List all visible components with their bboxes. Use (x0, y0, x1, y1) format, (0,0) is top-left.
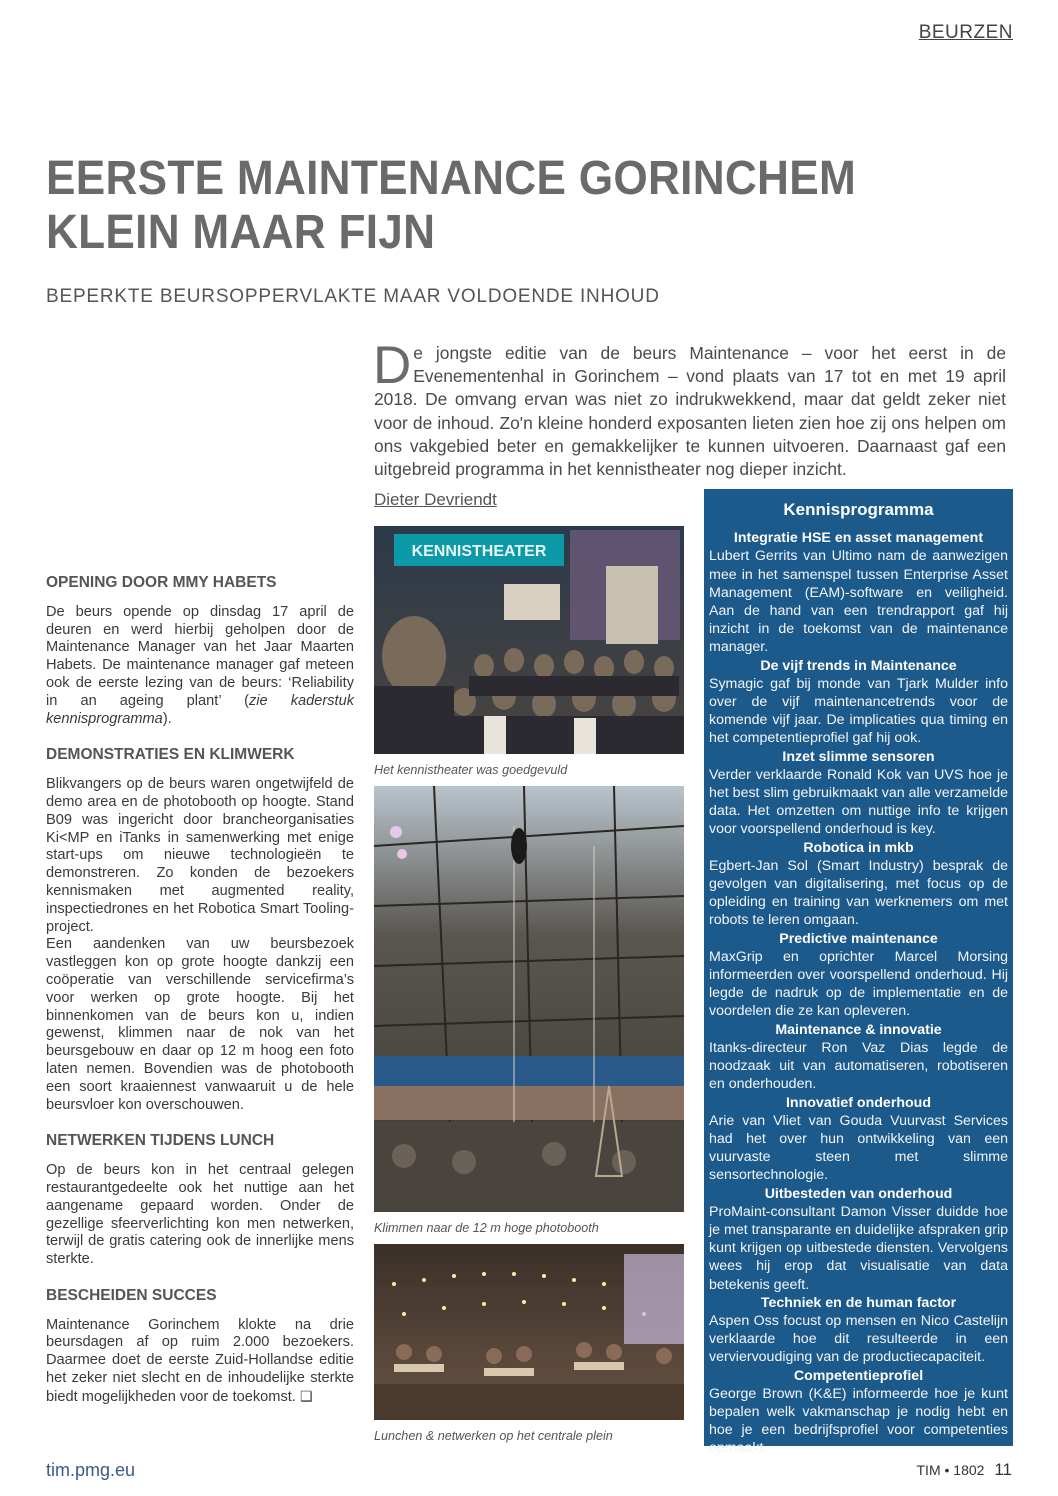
section-heading: OPENING DOOR MMY HABETS (46, 574, 277, 591)
lunch-illustration (374, 1244, 684, 1420)
sidebar-item-text: ProMaint-consultant Damon Visser duidde hoe je met transparante en duidelijke afspraken grip kunt krijgen op uitbestede diensten. Vervolgens wees hij erop dat visualisatie van data betekenis geeft. (709, 1203, 1008, 1293)
section-heading: NETWERKEN TIJDENS LUNCH (46, 1132, 275, 1150)
intro-text: e jongste editie van de beurs Maintenance – voor het eerst in de Evenementenhal in Gorinchem – vond plaats van 17 tot en met 19 april 2018. De omvang ervan was niet zo indrukwekkend, maar dat geldt zeker niet voor de inhoud. Zo'n kleine honderd exposanten lieten zien hoe zij ons helpen om ons vakgebied beter en gemakkelijker te kunnen uitvoeren. Daarnaast gaf een uitgebreid programma in het kennistheater nog dieper inzicht. (374, 343, 1006, 480)
section-tag[interactable]: BEURZEN (918, 22, 1013, 43)
sidebar-item-heading: Integratie HSE en asset management (733, 530, 984, 547)
photo-kennistheater (374, 526, 684, 754)
sidebar-item-heading: Uitbesteden van onderhoud (764, 1185, 953, 1202)
kennistheater-illustration (374, 526, 684, 754)
photo-caption: Het kennistheater was goedgevuld (374, 763, 568, 777)
sidebar-item-text: Itanks-directeur Ron Vaz Dias legde de noodzaak uit van automatiseren, robotiseren en onderhouden. (709, 1039, 1008, 1093)
sidebar-item-heading: Robotica in mkb (803, 839, 914, 856)
photobooth-illustration (374, 786, 684, 1212)
section-body: Maintenance Gorinchem klokte na drie beursdagen af op ruim 2.000 bezoekers. Daarmee doet de eerste Zuid-Hollandse editie het zeker niet slecht en de inhoudelijke sterkte biedt mogelijkheden voor de toekomst. ❑ (46, 1316, 354, 1405)
footer-url-link[interactable]: tim.pmg.eu (46, 1460, 136, 1480)
section-body: Op de beurs kon in het centraal gelegen restaurantgedeelte ook het nuttige aan het aangename gepaard worden. Onder de gezellige sfeerverlichting kon men netwerken, terwijl de gratis catering ook de innerlijke mens sterkte. (46, 1162, 354, 1268)
sidebar-item-text: George Brown (K&E) informeerde hoe je kunt bepalen welk vakmanschap je nodig hebt en hoe je een bedrijfsprofiel voor competenties opmaakt. (709, 1385, 1008, 1457)
title-line-1: EERSTE MAINTENANCE GORINCHEM (46, 152, 857, 205)
sidebar-item-heading: Techniek en de human factor (760, 1294, 957, 1311)
footer-page-info (917, 1460, 1013, 1480)
sidebar-item-heading: Innovatief onderhoud (785, 1094, 932, 1111)
photo-caption: Lunchen & netwerken op het centrale plein (374, 1429, 613, 1443)
sidebar-item-text: Egbert-Jan Sol (Smart Industry) besprak de gevolgen van digitalisering, met focus op de opleiding en training van werknemers om met robots te leren omgaan. (709, 857, 1008, 929)
photo-lunch (374, 1244, 684, 1420)
magazine-name: TIM (916, 1462, 941, 1478)
photo-photobooth (374, 786, 684, 1212)
sidebar-item-heading: De vijf trends in Maintenance (760, 657, 957, 674)
section-body: De beurs opende op dinsdag 17 april de deuren en werd hierbij geholpen door de Maintenance Manager van het Jaar Maarten Habets. De maintenance manager gaf meteen ook de eerste lezing van de beurs: ‘Reliability in an ageing plant’ (zie kaderstuk kennisprogramma). (46, 603, 354, 727)
bullet-separator: • (944, 1462, 950, 1478)
sidebar-item-text: Verder verklaarde Ronald Kok van UVS hoe je het best slim gebruikmaakt van alle verzamelde data. Het omzetten om nuttige info te krijgen voor voorspellend onderhoud is key. (709, 766, 1008, 838)
section-body: Een aandenken van uw beursbezoek vastleggen kon op grote hoogte dankzij een coöperatie van verschillende servicefirma’s voor werken op grote hoogte. Bij het binnenkomen van de beurs kon u, indien gewenst, klimmen naar de nok van het beursgebouw en daar op 12 m hoog een foto laten nemen. Bovendien was de photobooth een soort kraaiennest vanwaaruit u de hele beursvloer kon overschouwen. (46, 936, 354, 1113)
sidebar-item-text: Aspen Oss focust op mensen en Nico Castelijn verklaarde hoe dit resulteerde in een verviervoudiging van de productiecapaciteit. (709, 1312, 1008, 1366)
kennisprogramma-sidebar (704, 489, 1013, 1457)
sidebar-title: Kennisprogramma (783, 500, 934, 519)
issue-number: 1802 (953, 1462, 985, 1478)
author-link[interactable]: Dieter Devriendt (374, 490, 497, 509)
article-title (46, 152, 856, 260)
sidebar-item-text: Lubert Gerrits van Ultimo nam de aanwezigen mee in het samenspel tussen Enterprise Asset Management (EAM)-software en veiligheid. Aan de hand van een trendrapport gaf hij inzicht in de toekomst van de maintenance manager. (709, 548, 1008, 656)
sidebar-item-text: Arie van Vliet van Gouda Vuurvast Services had het over hun ontwikkeling van een vuurvaste steen met slimme sensortechnologie. (709, 1112, 1008, 1184)
title-line-2: KLEIN MAAR FIJN (46, 206, 436, 259)
section-heading: BESCHEIDEN SUCCES (46, 1286, 217, 1304)
article-subtitle: BEPERKTE BEURSOPPERVLAKTE MAAR VOLDOENDE INHOUD (46, 286, 660, 307)
article-intro (373, 336, 1006, 481)
sidebar-item-heading: Inzet slimme sensoren (782, 748, 935, 765)
photo-caption: Klimmen naar de 12 m hoge photobooth (374, 1221, 599, 1235)
sidebar-item-heading: Predictive maintenance (779, 930, 938, 947)
left-column (46, 574, 354, 1425)
sidebar-item-text: Symagic gaf bij monde van Tjark Mulder info over de vijf maintenancetrends voor de komende vijf jaar. De implicaties qua timing en het competentieprofiel gaf hij ook. (709, 675, 1008, 747)
drop-cap: D (373, 336, 412, 395)
end-mark-icon: ❑ (299, 1387, 313, 1404)
section-body: Blikvangers op de beurs waren ongetwijfeld de demo area en de photobooth op hoogte. Stand B09 was ingericht door brancheorganisaties Ki<MP en iTanks in samenwerking met enige start-ups om nieuwe technologieën te demonstreren. Zo konden de bezoekers kennismaken met augmented reality, inspectiedrones en het Robotica Smart Tooling-project. (46, 776, 354, 935)
sidebar-item-heading: Maintenance & innovatie (775, 1021, 942, 1038)
svg-text:KENNISTHEATER: KENNISTHEATER (411, 543, 547, 560)
sidebar-item-text: MaxGrip en oprichter Marcel Morsing informeerden over voorspellend onderhoud. Hij legde de nadruk op de implementatie en de voordelen die ze kan opleveren. (709, 948, 1008, 1020)
sidebar-item-heading: Competentieprofiel (793, 1367, 924, 1384)
page-number: 11 (994, 1460, 1012, 1479)
section-heading: DEMONSTRATIES EN KLIMWERK (46, 746, 295, 764)
